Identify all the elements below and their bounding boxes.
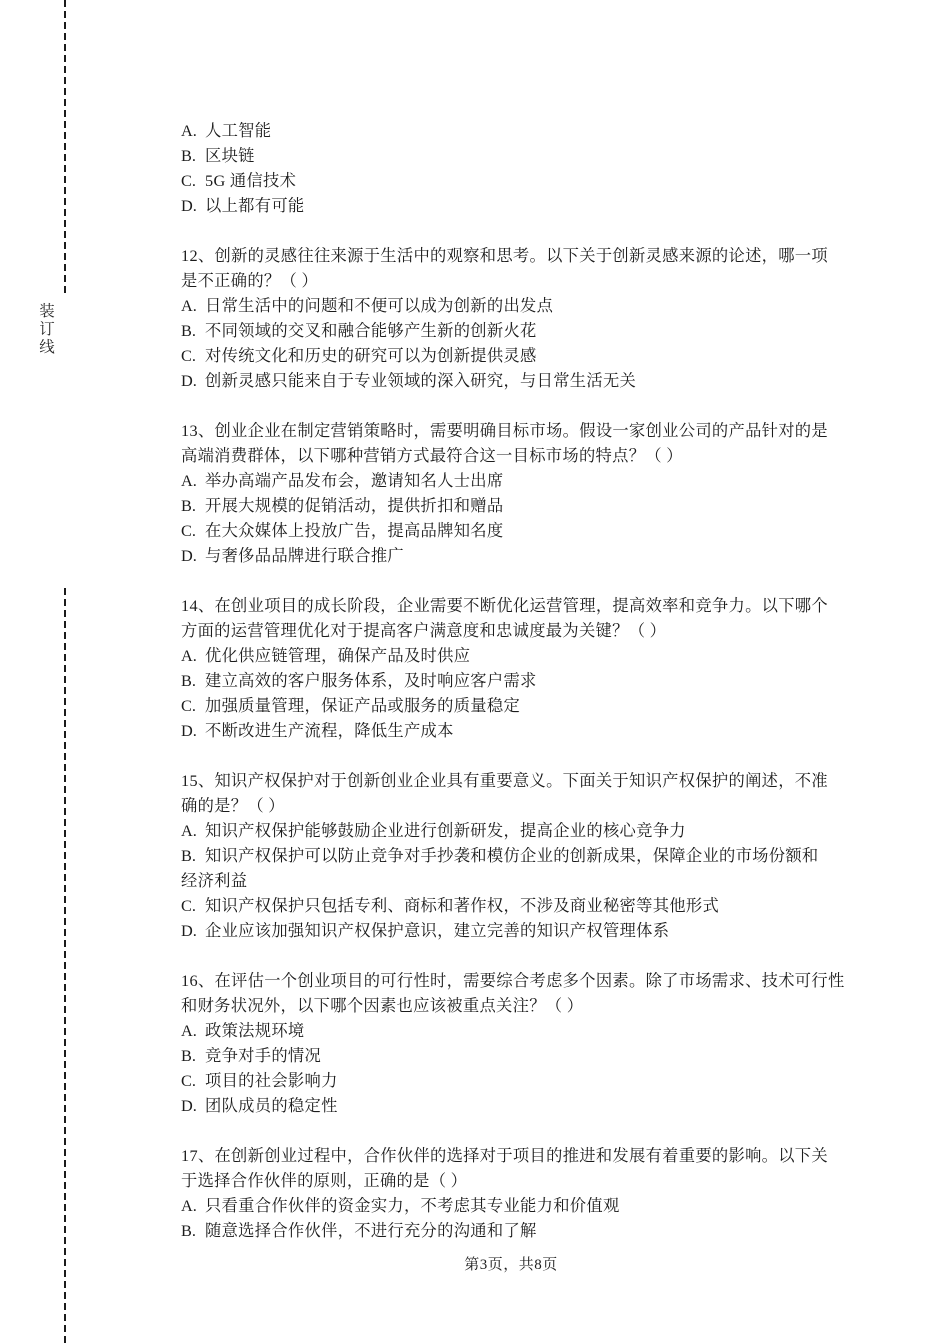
q13-option-a: [181, 468, 871, 493]
q16-option-c: [181, 1068, 871, 1093]
option-text: 与奢侈品品牌进行联合推广: [205, 546, 404, 565]
q14-stem-line-2: 方面的运营管理优化对于提高客户满意度和忠诚度最为关键？（ ）: [181, 621, 667, 640]
option-label: C.: [181, 896, 196, 915]
option-label: C.: [181, 696, 196, 715]
option-text: 知识产权保护只包括专利、商标和著作权，不涉及商业秘密等其他形式: [205, 896, 720, 915]
q17-option-b: [181, 1218, 871, 1243]
option-text: 建立高效的客户服务体系，及时响应客户需求: [205, 671, 537, 690]
q17-stem-line-2: 于选择合作伙伴的原则，正确的是（ ）: [181, 1171, 468, 1190]
q12-option-a: [181, 293, 871, 318]
option-label: B.: [181, 321, 196, 340]
option-text: 企业应该加强知识产权保护意识，建立完善的知识产权管理体系: [205, 921, 670, 940]
option-label: A.: [181, 1196, 197, 1215]
q17-option-a: [181, 1193, 871, 1218]
q14-stem-line-1: 14、在创业项目的成长阶段，企业需要不断优化运营管理，提高效率和竞争力。以下哪个: [181, 596, 828, 615]
q16-option-a: [181, 1018, 871, 1043]
option-label: B.: [181, 146, 196, 165]
option-label: D.: [181, 546, 197, 565]
question-12: [181, 243, 871, 393]
option-text: 知识产权保护能够鼓励企业进行创新研发，提高企业的核心竞争力: [205, 821, 686, 840]
q15-option-d: [181, 918, 871, 943]
option-label: B.: [181, 1046, 196, 1065]
question-13: [181, 418, 871, 568]
option-label: A.: [181, 1021, 197, 1040]
option-text: 不断改进生产流程，降低生产成本: [205, 721, 454, 740]
q15-stem-line-1: 15、知识产权保护对于创新创业企业具有重要意义。下面关于知识产权保护的阐述，不准: [181, 771, 828, 790]
binding-line-label: 装订线: [39, 303, 55, 356]
option-text: 区块链: [205, 146, 255, 165]
q12-option-d: [181, 368, 871, 393]
option-label: B.: [181, 846, 196, 865]
option-label: A.: [181, 121, 197, 140]
option-text: 竞争对手的情况: [205, 1046, 322, 1065]
q15-stem-line-2: 确的是？（ ）: [181, 796, 285, 815]
q16-stem-line-1: 16、在评估一个创业项目的可行性时，需要综合考虑多个因素。除了市场需求、技术可行性: [181, 971, 845, 990]
option-text: 日常生活中的问题和不便可以成为创新的出发点: [205, 296, 554, 315]
option-text: 随意选择合作伙伴，不进行充分的沟通和了解: [205, 1221, 537, 1240]
q14-option-a: [181, 643, 871, 668]
option-label: C.: [181, 346, 196, 365]
q17-stem-line-1: 17、在创新创业过程中，合作伙伴的选择对于项目的推进和发展有着重要的影响。以下关: [181, 1146, 828, 1165]
option-text: 人工智能: [205, 121, 272, 140]
option-text: 在大众媒体上投放广告，提高品牌知名度: [205, 521, 504, 540]
q16-stem-line-2: 和财务状况外，以下哪个因素也应该被重点关注？（ ）: [181, 996, 584, 1015]
q15-option-a: [181, 818, 871, 843]
q12-stem-line-1: 12、创新的灵感往往来源于生活中的观察和思考。以下关于创新灵感来源的论述，哪一项: [181, 246, 828, 265]
option-text: 优化供应链管理，确保产品及时供应: [205, 646, 471, 665]
option-text: 创新灵感只能来自于专业领域的深入研究，与日常生活无关: [205, 371, 637, 390]
option-text: 团队成员的稳定性: [205, 1096, 338, 1115]
option-label: B.: [181, 1221, 196, 1240]
option-label: A.: [181, 646, 197, 665]
option-label: A.: [181, 471, 197, 490]
q13-stem-line-2: 高端消费群体，以下哪种营销方式最符合这一目标市场的特点？（ ）: [181, 446, 683, 465]
option-label: A.: [181, 296, 197, 315]
question-11-partial: [181, 118, 871, 218]
option-label: D.: [181, 1096, 197, 1115]
q13-stem-line-1: 13、创业企业在制定营销策略时，需要明确目标市场。假设一家创业公司的产品针对的是: [181, 421, 828, 440]
q11-option-b: [181, 143, 871, 168]
q13-option-c: [181, 518, 871, 543]
option-label: B.: [181, 671, 196, 690]
option-label: C.: [181, 171, 196, 190]
option-text: 不同领域的交叉和融合能够产生新的创新火花: [205, 321, 537, 340]
option-text: 以上都有可能: [205, 196, 305, 215]
option-text: 对传统文化和历史的研究可以为创新提供灵感: [205, 346, 537, 365]
q16-option-b: [181, 1043, 871, 1068]
q14-option-d: [181, 718, 871, 743]
option-text: 只看重合作伙伴的资金实力，不考虑其专业能力和价值观: [205, 1196, 620, 1215]
q11-option-a: [181, 118, 871, 143]
q13-option-d: [181, 543, 871, 568]
option-label: C.: [181, 521, 196, 540]
question-15: [181, 768, 871, 943]
exam-content: [181, 118, 871, 1268]
option-text: 5G 通信技术: [205, 171, 297, 190]
page-footer: 第3页，共8页: [464, 1257, 558, 1273]
q12-option-b: [181, 318, 871, 343]
q13-option-b: [181, 493, 871, 518]
question-16: [181, 968, 871, 1118]
option-label: D.: [181, 921, 197, 940]
option-label: D.: [181, 721, 197, 740]
option-text: 知识产权保护可以防止竞争对手抄袭和模仿企业的创新成果，保障企业的市场份额和: [205, 846, 819, 865]
q15-option-c: [181, 893, 871, 918]
q15-option-b: [181, 843, 871, 868]
option-label: D.: [181, 371, 197, 390]
question-17-partial: [181, 1143, 871, 1243]
option-label: D.: [181, 196, 197, 215]
option-label: C.: [181, 1071, 196, 1090]
option-text: 举办高端产品发布会，邀请知名人士出席: [205, 471, 504, 490]
option-text: 项目的社会影响力: [205, 1071, 338, 1090]
binding-dashed-line-top: [64, 0, 66, 293]
option-text: 加强质量管理，保证产品或服务的质量稳定: [205, 696, 521, 715]
q14-option-b: [181, 668, 871, 693]
option-label: B.: [181, 496, 196, 515]
option-label: A.: [181, 821, 197, 840]
binding-dashed-line-bottom: [64, 588, 66, 1344]
q14-option-c: [181, 693, 871, 718]
q12-stem-line-2: 是不正确的？（ ）: [181, 271, 319, 290]
option-text: 开展大规模的促销活动，提供折扣和赠品: [205, 496, 504, 515]
q15-option-b-continuation: 经济利益: [181, 871, 248, 890]
question-14: [181, 593, 871, 743]
q16-option-d: [181, 1093, 871, 1118]
q11-option-d: [181, 193, 871, 218]
q12-option-c: [181, 343, 871, 368]
q11-option-c: [181, 168, 871, 193]
option-text: 政策法规环境: [205, 1021, 305, 1040]
